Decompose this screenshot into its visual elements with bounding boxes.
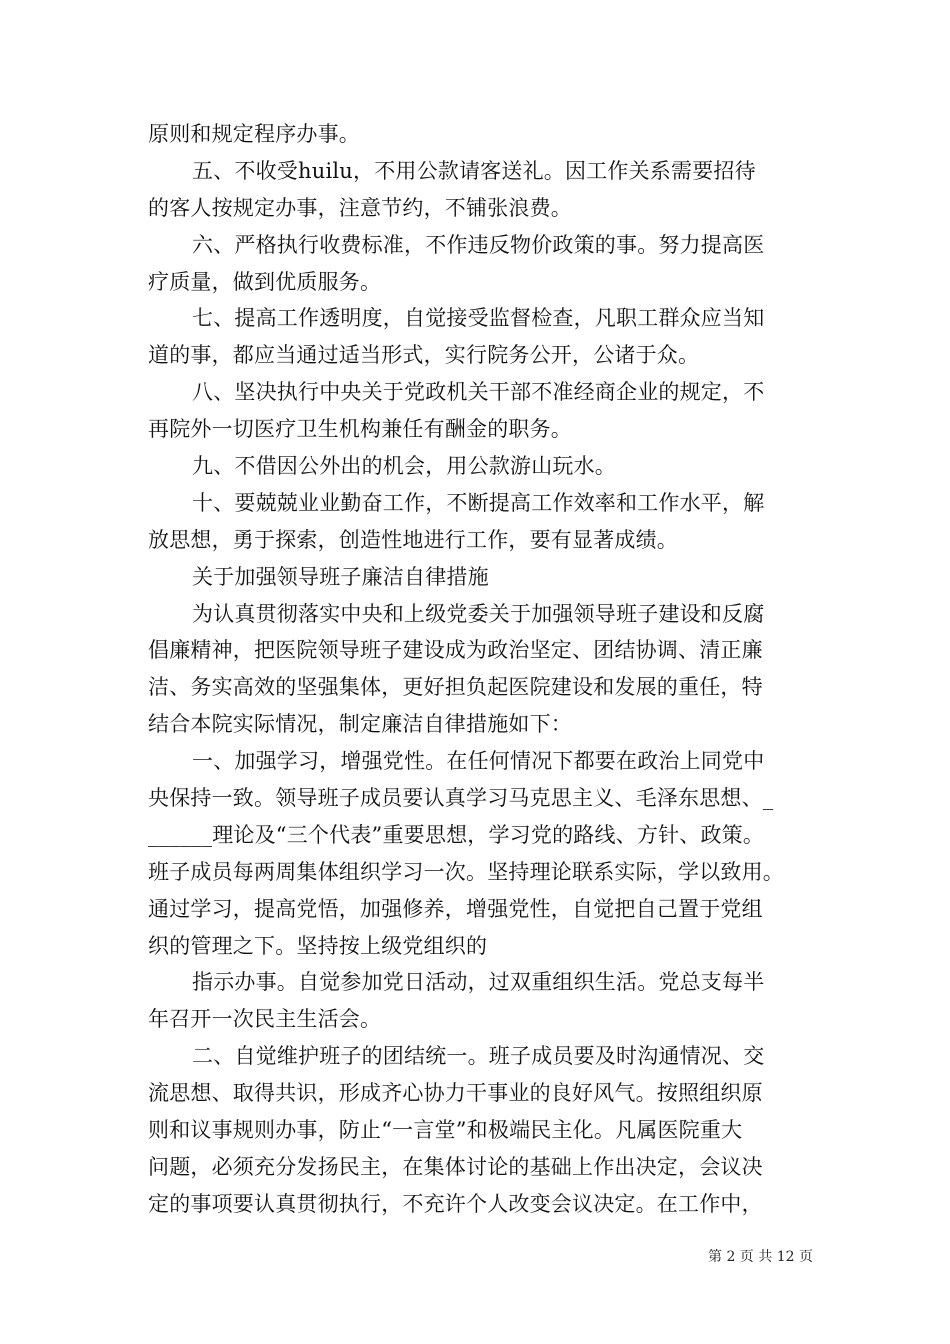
text-line: 问题，必须充分发扬民主，在集体讨论的基础上作出决定，会议决 [148,1154,763,1179]
text-line: 五、不收受huilu，不用公款请客送礼。因工作关系需要招待 [192,158,756,183]
text-line: 央保持一致。领导班子成员要认真学习马克思主义、毛泽东思想、_ [148,786,774,811]
text-line: 六、严格执行收费标准，不作违反物价政策的事。努力提高医 [192,232,765,257]
text-line: 洁、务实高效的坚强集体，更好担负起医院建设和发展的重任，特 [148,675,763,700]
document-body [148,116,808,1223]
text-line: 织的管理之下。坚持按上级党组织的 [148,933,488,958]
text-line: 二、自觉维护班子的团结统一。班子成员要及时沟通情况、交 [192,1044,765,1069]
text-line: 结合本院实际情况，制定廉洁自律措施如下： [148,712,572,737]
text-line: 九、不借因公外出的机会，用公款游山玩水。 [192,454,616,479]
text-line: 班子成员每两周集体组织学习一次。坚持理论联系实际，学以致用。 [148,859,784,884]
text-line: 定的事项要认真贯彻执行，不充许个人改变会议决定。在工作中， [148,1191,763,1216]
text-line: 道的事，都应当通过适当形式，实行院务公开，公诸于众。 [148,343,700,368]
text-line: 关于加强领导班子廉洁自律措施 [192,564,489,589]
text-line: 原则和规定程序办事。 [148,122,360,146]
text-line: 年召开一次民主生活会。 [148,1007,382,1032]
text-line: 倡廉精神，把医院领导班子建设成为政治坚定、团结协调、清正廉 [148,638,763,663]
text-line: 再院外一切医疗卫生机构兼任有酬金的职务。 [148,417,572,442]
text-line: 八、坚决执行中央关于党政机关干部不准经商企业的规定，不 [192,380,765,405]
text-line: ______理论及“三个代表”重要思想，学习党的路线、方针、政策。 [148,822,765,847]
text-line: 疗质量，做到优质服务。 [148,269,382,294]
text-line: 则和议事规则办事，防止“一言堂”和极端民主化。凡属医院重大 [148,1118,743,1143]
text-line: 为认真贯彻落实中央和上级党委关于加强领导班子建设和反腐 [192,601,765,626]
text-line: 一、加强学习，增强党性。在任何情况下都要在政治上同党中 [192,749,765,774]
text-line: 通过学习，提高党悟，加强修养，增强党性，自觉把自己置于党组 [148,896,763,921]
text-line: 十、要兢兢业业勤奋工作，不断提高工作效率和工作水平，解 [192,490,765,515]
text-line: 七、提高工作透明度，自觉接受监督检查，凡职工群众应当知 [192,306,765,331]
page-number: 第 2 页 共 12 页 [708,1249,813,1265]
text-line: 放思想，勇于探索，创造性地进行工作，要有显著成绩。 [148,527,678,552]
text-line: 流思想、取得共识，形成齐心协力干事业的良好风气。按照组织原 [148,1081,763,1106]
text-line: 指示办事。自觉参加党日活动，过双重组织生活。党总支每半 [192,970,765,995]
text-line: 的客人按规定办事，注意节约，不铺张浪费。 [148,195,572,220]
